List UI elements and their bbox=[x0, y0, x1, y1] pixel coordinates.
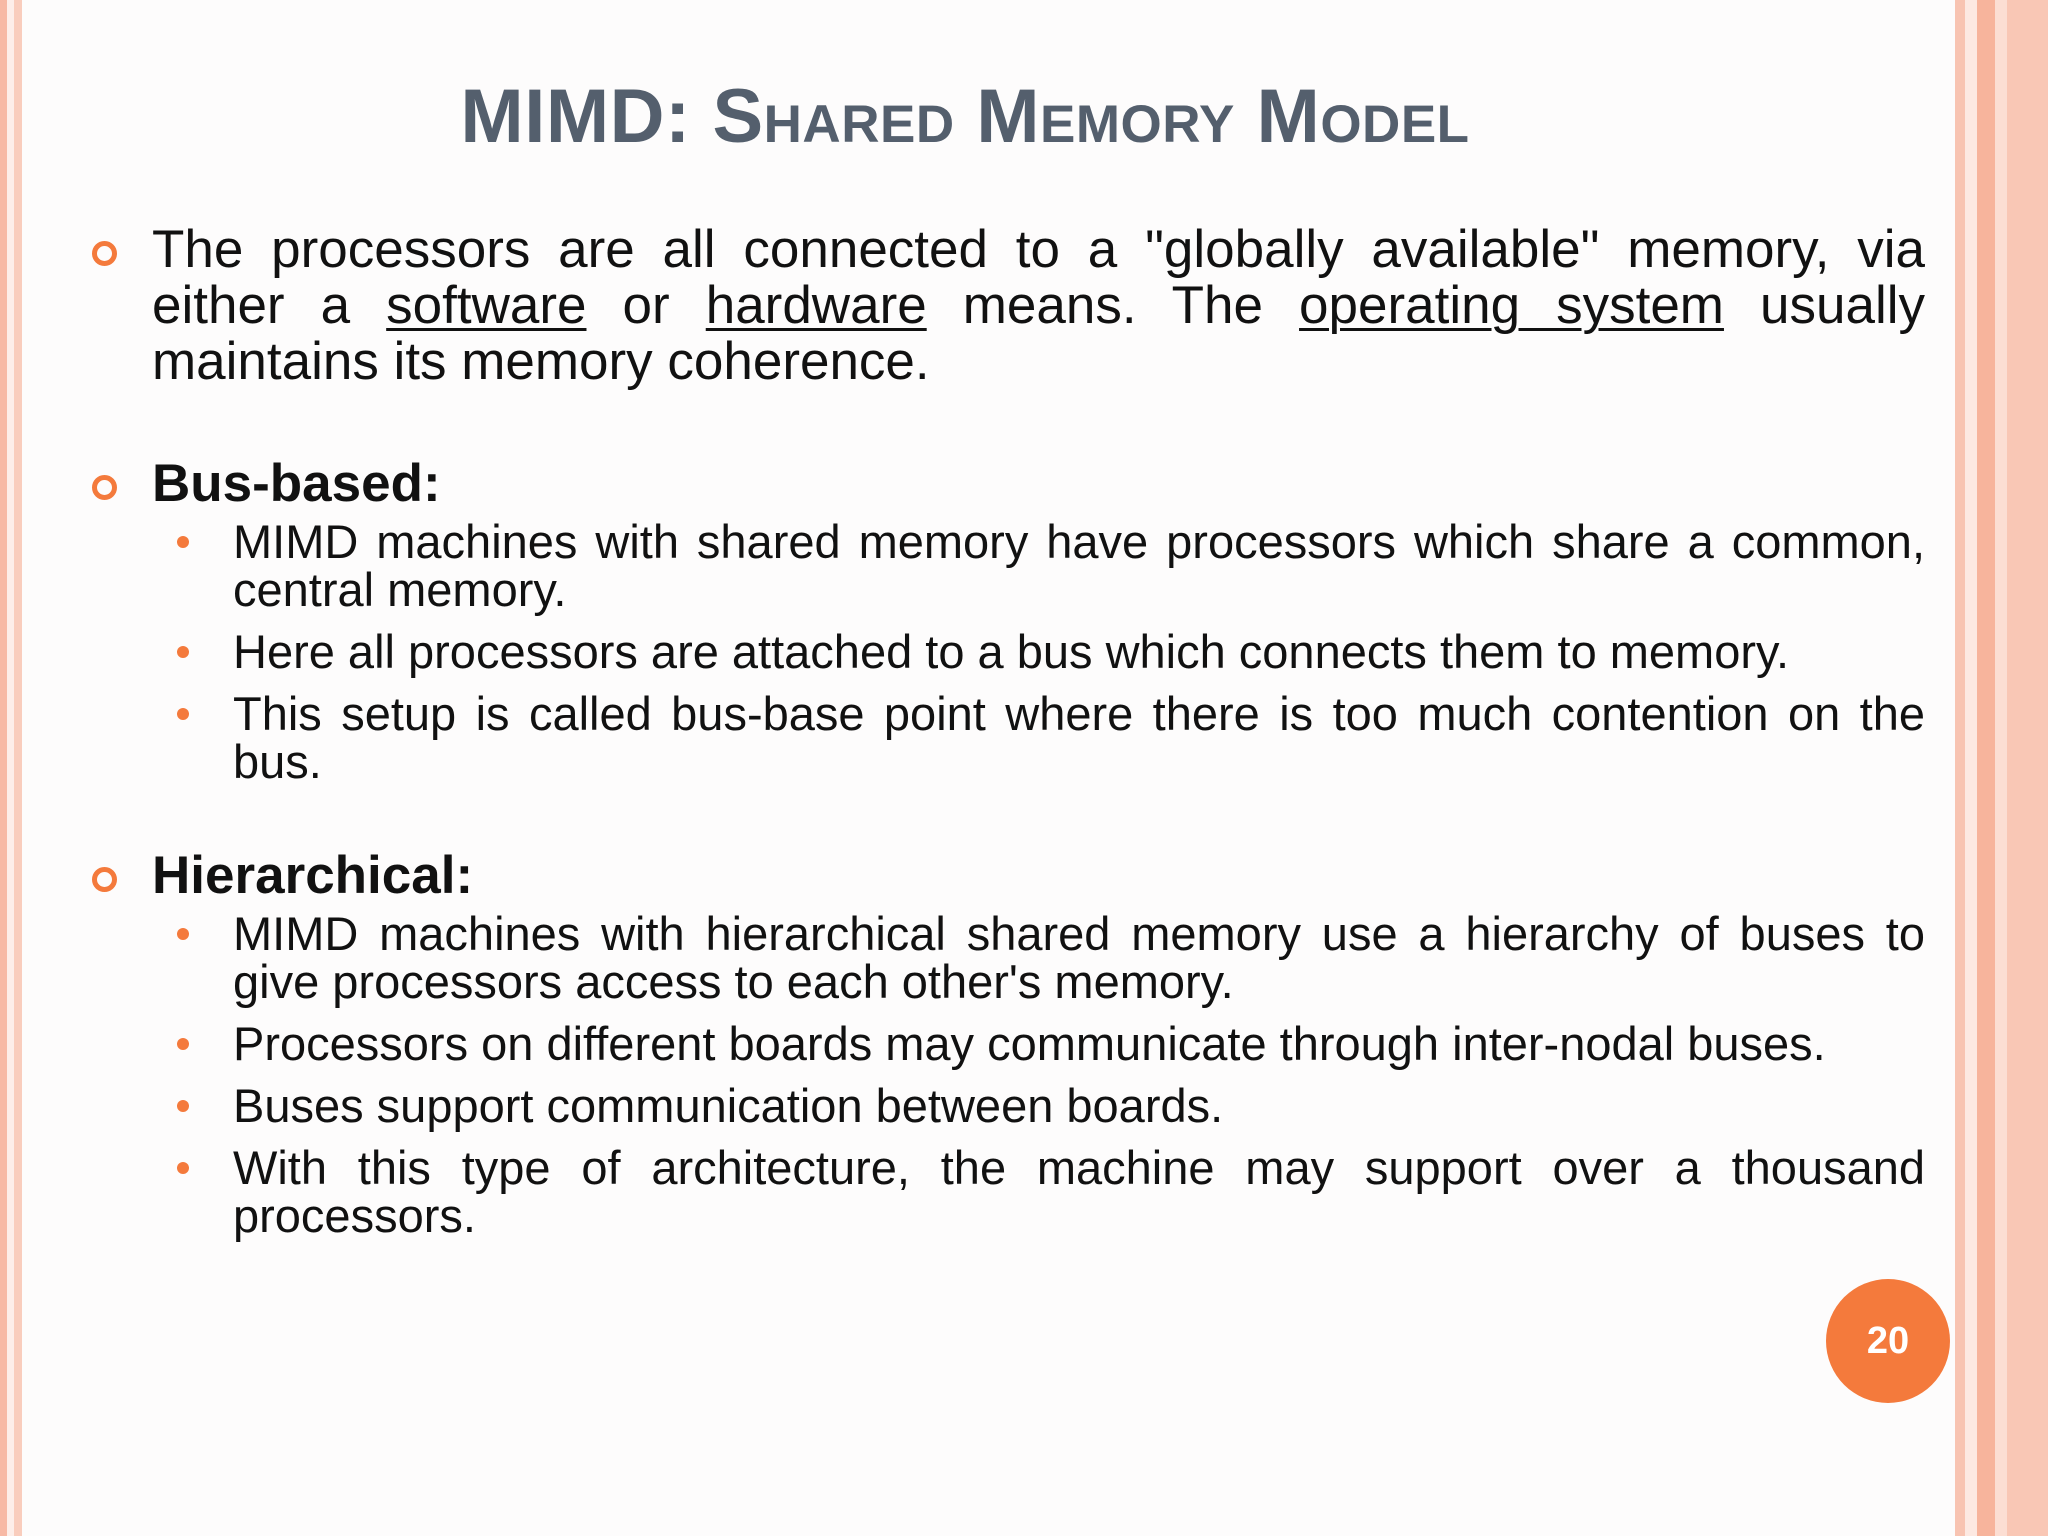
dot-bullet-icon bbox=[177, 646, 189, 658]
circle-bullet-icon bbox=[92, 241, 117, 266]
circle-bullet-icon bbox=[92, 867, 117, 892]
list-item: With this type of architecture, the machine may support over a thousand processors. bbox=[233, 1144, 1925, 1240]
dot-bullet-icon bbox=[177, 1038, 189, 1050]
dot-bullet-icon bbox=[177, 1162, 189, 1174]
slide-title: MIMD: Shared Memory Model bbox=[460, 74, 1470, 159]
dot-bullet-icon bbox=[177, 536, 189, 548]
left-decorative-border bbox=[0, 0, 22, 1536]
slide-content bbox=[90, 222, 1925, 1240]
list-item: Buses support communication between boards. bbox=[233, 1082, 1925, 1130]
right-decorative-border bbox=[1955, 0, 2048, 1536]
circle-bullet-icon bbox=[92, 475, 117, 500]
dot-bullet-icon bbox=[177, 1100, 189, 1112]
list-item: This setup is called bus-base point where there is too much contention on the bus. bbox=[233, 690, 1925, 786]
page-number-badge: 20 bbox=[1826, 1279, 1950, 1403]
section-heading-bus-based: Bus-based: bbox=[90, 456, 1925, 512]
list-item: MIMD machines with hierarchical shared memory use a hierarchy of buses to give processors access to each other's memory. bbox=[233, 910, 1925, 1006]
software-link[interactable]: software bbox=[386, 276, 587, 335]
intro-bullet: The processors are all connected to a "globally available" memory, via either a software or hardware means. The operating system usually maintains its memory coherence. bbox=[90, 222, 1925, 390]
section-heading-hierarchical: Hierarchical: bbox=[90, 848, 1925, 904]
list-item: MIMD machines with shared memory have processors which share a common, central memory. bbox=[233, 518, 1925, 614]
list-item: Here all processors are attached to a bus which connects them to memory. bbox=[233, 628, 1925, 676]
list-item: Processors on different boards may communicate through inter-nodal buses. bbox=[233, 1020, 1925, 1068]
dot-bullet-icon bbox=[177, 708, 189, 720]
dot-bullet-icon bbox=[177, 928, 189, 940]
operating-system-link[interactable]: operating system bbox=[1299, 276, 1724, 335]
hardware-link[interactable]: hardware bbox=[705, 276, 927, 335]
